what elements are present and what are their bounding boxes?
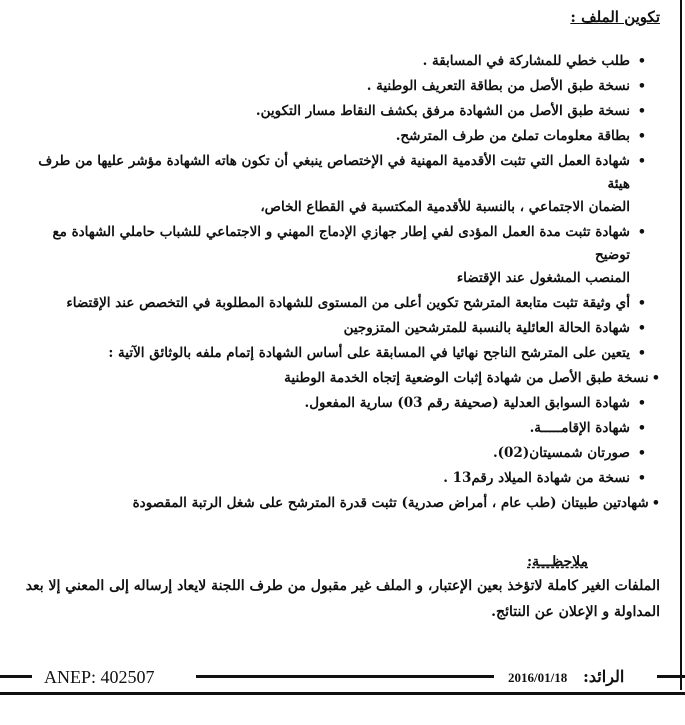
bullet-icon: •: [637, 396, 646, 411]
list-item-text: شهادة تثبت مدة العمل المؤدى لفي إطار جهازي الإدماج المهني و الاجتماعي للشباب حاملي الشهادة مع توضيح: [52, 224, 630, 263]
bullet-icon: •: [637, 154, 646, 169]
list-item: [18, 125, 660, 148]
footer-rule-middle: [196, 675, 494, 678]
list-item: [18, 392, 660, 415]
bullet-icon: •: [651, 496, 660, 511]
list-item: [18, 442, 660, 465]
bullet-icon: •: [637, 104, 646, 119]
footer-rule-left: [0, 675, 32, 678]
section-title: تكوين الملف :: [570, 8, 660, 26]
list-item-text: شهادة الإقامـــــة.: [529, 420, 630, 436]
bullet-icon: •: [637, 79, 646, 94]
list-item-text: نسخة طبق الأصل من بطاقة التعريف الوطنية .: [366, 78, 630, 94]
list-item: [18, 75, 660, 98]
list-item-text: شهادة السوابق العدلية (صحيفة رقم 03) سارية المفعول.: [304, 395, 630, 411]
footer-rule-right: [657, 675, 685, 678]
requirements-list: [18, 50, 660, 515]
bullet-icon: •: [637, 225, 646, 240]
list-item-text: طلب خطي للمشاركة في المسابقة .: [422, 53, 630, 69]
note-body: الملفات الغير كاملة لاتؤخذ بعين الإعتبار، و الملف غير مقبول من طرف اللجنة لايعاد إرساله إلى المعني إلا بعد المداولة و الإعلان عن النتائج.: [25, 578, 660, 620]
list-item-text: شهادة العمل التي تثبت الأقدمية المهنية في الإختصاص ينبغي أن تكون هاته الشهادة مؤشر عليها من طرف هيئة: [38, 153, 630, 192]
page-frame-right: [680, 0, 682, 690]
bullet-icon: •: [637, 54, 646, 69]
list-item-continuation: الضمان الاجتماعي ، بالنسبة للأقدمية المكتسبة في القطاع الخاص،: [260, 199, 630, 215]
note-title: ملاحظـــة:: [527, 554, 588, 570]
publication-date: 2016/01/18: [508, 670, 568, 685]
list-item: [18, 417, 660, 440]
list-item-text: نسخة من شهادة الميلاد رقم13 .: [443, 470, 630, 486]
bullet-icon: •: [637, 346, 646, 361]
newspaper-name: الرائد:: [583, 667, 625, 686]
bullet-icon: •: [637, 471, 646, 486]
bullet-icon: •: [637, 321, 646, 336]
list-item-text: شهادة الحالة العائلية بالنسبة للمترشحين المتزوجين: [343, 320, 630, 336]
bullet-icon: •: [651, 371, 660, 386]
list-item-text: نسخة طبق الأصل من شهادة إثبات الوضعية إتجاه الخدمة الوطنية: [284, 370, 649, 386]
list-item-text: شهادتين طبيتان (طب عام ، أمراض صدرية) تثبت قدرة المترشح على شغل الرتبة المقصودة: [132, 495, 649, 511]
list-item: [18, 467, 660, 490]
page-bottom-border: [0, 692, 685, 695]
bullet-icon: •: [637, 129, 646, 144]
anep-number: ANEP: 402507: [44, 667, 155, 687]
footer: [0, 666, 685, 688]
list-item-text: صورتان شمسيتان(02).: [492, 445, 630, 461]
list-item-text: نسخة طبق الأصل من الشهادة مرفق بكشف النقاط مسار التكوين.: [255, 103, 630, 119]
list-item-text: يتعين على المترشح الناجح نهائيا في المسابقة على أساس الشهادة إتمام ملفه بالوثائق الآتية :: [108, 345, 630, 361]
document-body: [18, 6, 660, 625]
list-item: [18, 292, 660, 315]
bullet-icon: •: [637, 421, 646, 436]
list-item-text: بطاقة معلومات تملئ من طرف المترشح.: [395, 128, 630, 144]
bullet-icon: •: [637, 446, 646, 461]
list-item: [18, 342, 660, 365]
list-item-continuation: المنصب المشغول عند الإقتضاء: [456, 270, 630, 286]
list-item: [18, 100, 660, 123]
list-item: [18, 317, 660, 340]
list-item: [18, 367, 660, 390]
list-item-text: أي وثيقة تثبت متابعة المترشح تكوين أعلى من المستوى للشهادة المطلوبة في التخصص عند الإقتضاء: [66, 295, 630, 311]
bullet-icon: •: [637, 296, 646, 311]
list-item: [18, 221, 660, 290]
list-item: [18, 492, 660, 515]
list-item: [18, 150, 660, 219]
list-item: [18, 50, 660, 73]
